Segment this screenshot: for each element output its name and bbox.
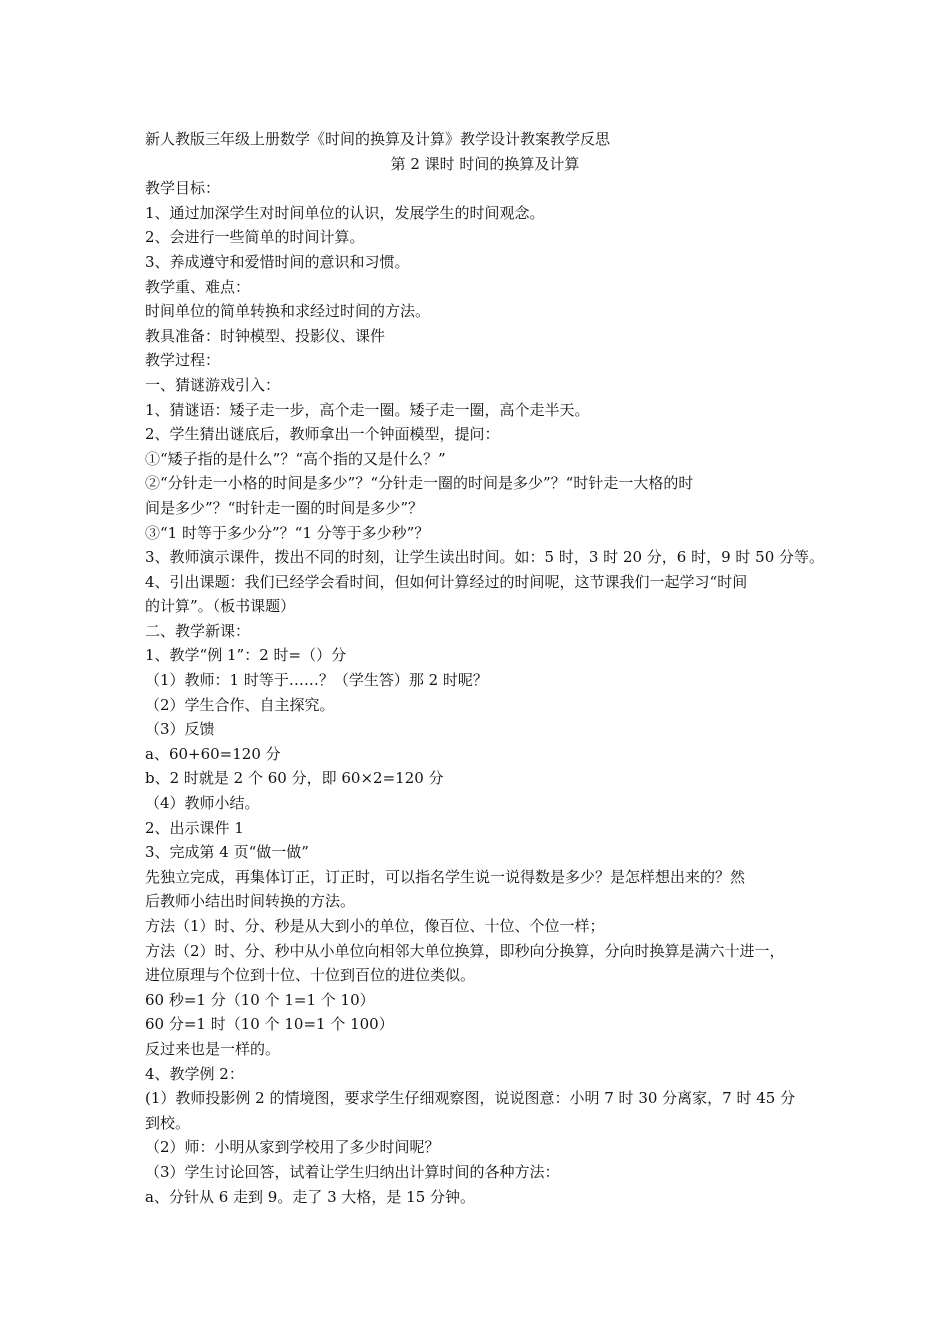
document-line: 1、猜谜语：矮子走一步，高个走一圈。矮子走一圈，高个走半天。 (145, 400, 590, 419)
document-line: 3、教师演示课件，拨出不同的时刻，让学生读出时间。如：5 时，3 时 20 分，6 时，9 时 50 分等。 (145, 548, 825, 567)
document-line: 方法（1）时、分、秒是从大到小的单位，像百位、十位、个位一样； (145, 917, 605, 935)
document-line: （4）教师小结。 (145, 794, 260, 813)
document-line: 1、通过加深学生对时间单位的认识，发展学生的时间观念。 (145, 203, 545, 222)
document-line: 到校。 (145, 1113, 191, 1132)
document-line: 60 分=1 时（10 个 10=1 个 100） (145, 1015, 394, 1034)
document-line: b、2 时就是 2 个 60 分，即 60×2=120 分 (145, 769, 444, 788)
document-line: 1、教学“例 1”：2 时=（）分 (145, 646, 347, 665)
document-body (145, 127, 825, 1209)
document-line: 时间单位的简单转换和求经过时间的方法。 (145, 302, 431, 321)
document-line: 反过来也是一样的。 (145, 1039, 281, 1058)
document-line: ①“矮子指的是什么”？“高个指的又是什么？” (145, 449, 446, 468)
document-line: 间是多少”？“时针走一圈的时间是多少”？ (145, 498, 424, 517)
document-line: a、60+60=120 分 (145, 744, 281, 763)
document-line: 3、养成遵守和爱惜时间的意识和习惯。 (145, 252, 410, 271)
document-line: （3）学生讨论回答，试着让学生归纳出计算时间的各种方法： (145, 1162, 560, 1181)
document-line: 教具准备：时钟模型、投影仪、课件 (145, 326, 386, 345)
document-title: 新人教版三年级上册数学《时间的换算及计算》教学设计教案教学反思 (145, 130, 611, 148)
document-line: （2）师：小明从家到学校用了多少时间呢？ (145, 1138, 440, 1157)
document-line: ③“1 时等于多少分”？“1 分等于多少秒”？ (145, 523, 430, 542)
document-line: 2、学生猜出谜底后，教师拿出一个钟面模型，提问： (145, 425, 500, 444)
document-line: 2、会进行一些简单的时间计算。 (145, 228, 365, 247)
document-line: 2、出示课件 1 (145, 818, 244, 837)
document-line: 先独立完成，再集体订正，订正时，可以指名学生说一说得数是多少？是怎样想出来的？然 (145, 867, 746, 886)
document-line: 教学重、难点： (145, 277, 251, 296)
document-line: 方法（2）时、分、秒中从小单位向相邻大单位换算，即秒向分换算，分向时换算是满六十进一， (145, 941, 785, 960)
document-line: 3、完成第 4 页“做一做” (145, 843, 309, 862)
document-line: 4、引出课题：我们已经学会看时间，但如何计算经过的时间呢，这节课我们一起学习“时间 (145, 572, 748, 591)
document-line: 4、教学例 2： (145, 1064, 244, 1083)
document-subtitle: 第 2 课时 时间的换算及计算 (390, 154, 580, 173)
document-line: 一、猜谜游戏引入： (145, 375, 281, 394)
document-line: 的计算”。（板书课题） (145, 597, 296, 616)
document-line: （3）反馈 (145, 720, 215, 739)
document-line: ②“分针走一小格的时间是多少”？“分针走一圈的时间是多少”？“时针走一大格的时 (145, 474, 694, 493)
document-line: 教学过程： (145, 351, 221, 370)
document-line: （2）学生合作、自主探究。 (145, 695, 335, 714)
document-line: （1）教师：1 时等于……？（学生答）那 2 时呢？ (145, 671, 488, 690)
document-line: 60 秒=1 分（10 个 1=1 个 10） (145, 990, 375, 1009)
document-line: a、分针从 6 走到 9。走了 3 大格，是 15 分钟。 (145, 1187, 476, 1206)
document-line: 进位原理与个位到十位、十位到百位的进位类似。 (145, 966, 476, 985)
document-lines (145, 176, 825, 1209)
document-line: 二、教学新课： (145, 621, 251, 640)
document-line: 教学目标： (145, 179, 221, 198)
document-line: 后教师小结出时间转换的方法。 (145, 892, 356, 911)
document-line: (1）教师投影例 2 的情境图，要求学生仔细观察图，说说图意：小明 7 时 30 分离家，7 时 45 分 (145, 1089, 796, 1108)
